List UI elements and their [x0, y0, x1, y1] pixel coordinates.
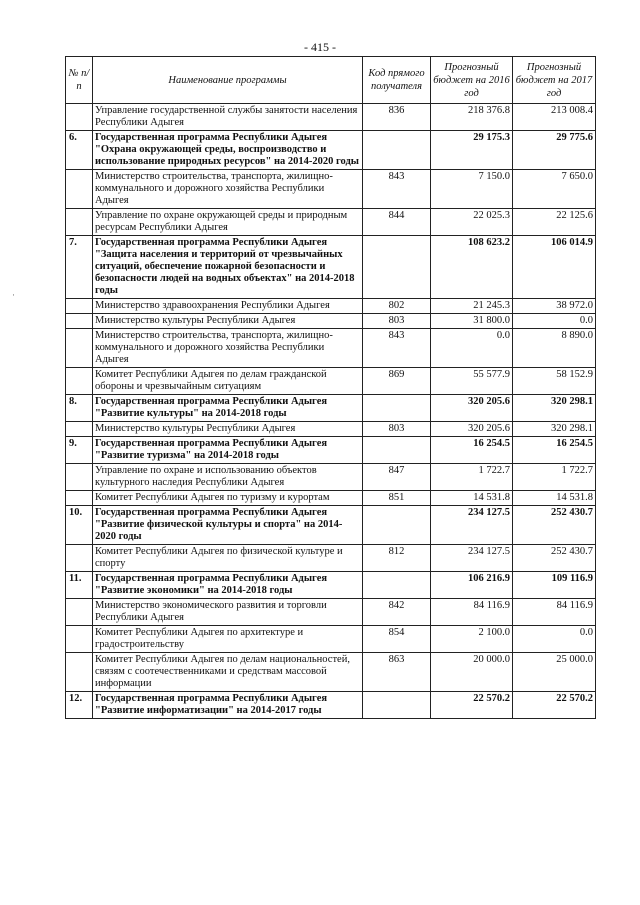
budget-2016: 84 116.9 — [431, 599, 513, 626]
row-number: 9. — [66, 437, 93, 464]
recipient-code: 803 — [363, 314, 431, 329]
recipient-row — [66, 422, 596, 437]
budget-2017: 252 430.7 — [513, 545, 596, 572]
row-name: Комитет Республики Адыгея по архитектуре и градостроительству — [93, 626, 363, 653]
budget-2017: 38 972.0 — [513, 299, 596, 314]
header-2017: Прогнозный бюджет на 2017 год — [513, 57, 596, 104]
row-number — [66, 104, 93, 131]
budget-2016: 218 376.8 — [431, 104, 513, 131]
recipient-code: 802 — [363, 299, 431, 314]
row-name: Управление по охране окружающей среды и природным ресурсам Республики Адыгея — [93, 209, 363, 236]
budget-2017: 29 775.6 — [513, 131, 596, 170]
row-number: 6. — [66, 131, 93, 170]
row-number — [66, 329, 93, 368]
recipient-code — [363, 506, 431, 545]
recipient-row — [66, 170, 596, 209]
program-row — [66, 506, 596, 545]
table-header-row — [66, 57, 596, 104]
row-number — [66, 422, 93, 437]
recipient-code: 847 — [363, 464, 431, 491]
recipient-row — [66, 599, 596, 626]
recipient-code: 812 — [363, 545, 431, 572]
budget-2017: 320 298.1 — [513, 395, 596, 422]
row-name: Государственная программа Республики Адыгея "Защита населения и территорий от чрезвычайных ситуаций, обеспечение пожарной безопасности и безопасности людей на водных объектах" на 2014-2018 годы — [93, 236, 363, 299]
budget-2016: 108 623.2 — [431, 236, 513, 299]
budget-2016: 1 722.7 — [431, 464, 513, 491]
row-name: Министерство здравоохранения Республики Адыгея — [93, 299, 363, 314]
stray-mark: · — [12, 290, 15, 300]
budget-2016: 55 577.9 — [431, 368, 513, 395]
row-number — [66, 626, 93, 653]
budget-2016: 0.0 — [431, 329, 513, 368]
row-number — [66, 314, 93, 329]
recipient-code: 869 — [363, 368, 431, 395]
row-name: Государственная программа Республики Адыгея "Развитие информатизации" на 2014-2017 годы — [93, 692, 363, 719]
row-number — [66, 545, 93, 572]
recipient-code — [363, 437, 431, 464]
recipient-code: 844 — [363, 209, 431, 236]
header-2016: Прогнозный бюджет на 2016 год — [431, 57, 513, 104]
row-number: 8. — [66, 395, 93, 422]
recipient-row — [66, 209, 596, 236]
recipient-code: 843 — [363, 329, 431, 368]
row-name: Министерство экономического развития и торговли Республики Адыгея — [93, 599, 363, 626]
recipient-row — [66, 653, 596, 692]
row-name: Комитет Республики Адыгея по физической культуре и спорту — [93, 545, 363, 572]
program-row — [66, 395, 596, 422]
row-name: Государственная программа Республики Адыгея "Развитие культуры" на 2014-2018 годы — [93, 395, 363, 422]
budget-2016: 20 000.0 — [431, 653, 513, 692]
row-name: Министерство культуры Республики Адыгея — [93, 422, 363, 437]
row-name: Министерство строительства, транспорта, жилищно-коммунального и дорожного хозяйства Республики Адыгея — [93, 329, 363, 368]
budget-2017: 0.0 — [513, 626, 596, 653]
recipient-code — [363, 131, 431, 170]
row-name: Министерство строительства, транспорта, жилищно-коммунального и дорожного хозяйства Республики Адыгея — [93, 170, 363, 209]
budget-2016: 106 216.9 — [431, 572, 513, 599]
recipient-code: 851 — [363, 491, 431, 506]
budget-2017: 106 014.9 — [513, 236, 596, 299]
recipient-code — [363, 236, 431, 299]
recipient-code: 803 — [363, 422, 431, 437]
row-name: Управление по охране и использованию объектов культурного наследия Республики Адыгея — [93, 464, 363, 491]
budget-2016: 320 205.6 — [431, 395, 513, 422]
recipient-code: 854 — [363, 626, 431, 653]
program-row — [66, 437, 596, 464]
row-number — [66, 209, 93, 236]
row-number: 12. — [66, 692, 93, 719]
budget-2016: 234 127.5 — [431, 545, 513, 572]
recipient-code: 843 — [363, 170, 431, 209]
budget-2017: 1 722.7 — [513, 464, 596, 491]
recipient-row — [66, 626, 596, 653]
row-number: 11. — [66, 572, 93, 599]
row-name: Управление государственной службы занятости населения Республики Адыгея — [93, 104, 363, 131]
budget-2016: 31 800.0 — [431, 314, 513, 329]
budget-2016: 2 100.0 — [431, 626, 513, 653]
row-number: 10. — [66, 506, 93, 545]
page-number: - 415 - — [304, 40, 336, 54]
row-name: Комитет Республики Адыгея по делам гражданской обороны и чрезвычайным ситуациям — [93, 368, 363, 395]
recipient-code: 863 — [363, 653, 431, 692]
row-name: Государственная программа Республики Адыгея "Охрана окружающей среды, воспроизводство и использование природных ресурсов" на 2014-2020 годы — [93, 131, 363, 170]
budget-table — [65, 56, 596, 719]
program-row — [66, 236, 596, 299]
row-number — [66, 368, 93, 395]
budget-2017: 16 254.5 — [513, 437, 596, 464]
recipient-row — [66, 545, 596, 572]
budget-2016: 21 245.3 — [431, 299, 513, 314]
recipient-code — [363, 692, 431, 719]
budget-2017: 22 570.2 — [513, 692, 596, 719]
row-name: Комитет Республики Адыгея по делам национальностей, связям с соотечественниками и средствам массовой информации — [93, 653, 363, 692]
budget-2017: 14 531.8 — [513, 491, 596, 506]
budget-2016: 29 175.3 — [431, 131, 513, 170]
budget-2016: 234 127.5 — [431, 506, 513, 545]
row-number — [66, 464, 93, 491]
budget-2016: 16 254.5 — [431, 437, 513, 464]
budget-2017: 320 298.1 — [513, 422, 596, 437]
recipient-code: 842 — [363, 599, 431, 626]
header-num: № п/п — [66, 57, 93, 104]
budget-2016: 22 570.2 — [431, 692, 513, 719]
recipient-code: 836 — [363, 104, 431, 131]
row-name: Государственная программа Республики Адыгея "Развитие экономики" на 2014-2018 годы — [93, 572, 363, 599]
row-name: Министерство культуры Республики Адыгея — [93, 314, 363, 329]
budget-2016: 7 150.0 — [431, 170, 513, 209]
budget-2017: 252 430.7 — [513, 506, 596, 545]
header-name: Наименование программы — [93, 57, 363, 104]
row-number: 7. — [66, 236, 93, 299]
recipient-row — [66, 464, 596, 491]
recipient-row — [66, 329, 596, 368]
recipient-row — [66, 299, 596, 314]
program-row — [66, 692, 596, 719]
budget-2016: 14 531.8 — [431, 491, 513, 506]
budget-2017: 8 890.0 — [513, 329, 596, 368]
program-row — [66, 572, 596, 599]
row-number — [66, 653, 93, 692]
recipient-row — [66, 368, 596, 395]
budget-2017: 109 116.9 — [513, 572, 596, 599]
budget-2017: 84 116.9 — [513, 599, 596, 626]
row-number — [66, 299, 93, 314]
budget-2017: 58 152.9 — [513, 368, 596, 395]
budget-2017: 25 000.0 — [513, 653, 596, 692]
budget-2017: 7 650.0 — [513, 170, 596, 209]
budget-2017: 0.0 — [513, 314, 596, 329]
budget-2017: 22 125.6 — [513, 209, 596, 236]
recipient-row — [66, 491, 596, 506]
budget-2016: 22 025.3 — [431, 209, 513, 236]
row-name: Комитет Республики Адыгея по туризму и курортам — [93, 491, 363, 506]
recipient-row — [66, 104, 596, 131]
header-code: Код прямого получателя — [363, 57, 431, 104]
recipient-code — [363, 395, 431, 422]
row-number — [66, 599, 93, 626]
row-name: Государственная программа Республики Адыгея "Развитие физической культуры и спорта" на 2014-2020 годы — [93, 506, 363, 545]
program-row — [66, 131, 596, 170]
row-name: Государственная программа Республики Адыгея "Развитие туризма" на 2014-2018 годы — [93, 437, 363, 464]
row-number — [66, 170, 93, 209]
row-number — [66, 491, 93, 506]
recipient-code — [363, 572, 431, 599]
budget-2017: 213 008.4 — [513, 104, 596, 131]
recipient-row — [66, 314, 596, 329]
budget-2016: 320 205.6 — [431, 422, 513, 437]
